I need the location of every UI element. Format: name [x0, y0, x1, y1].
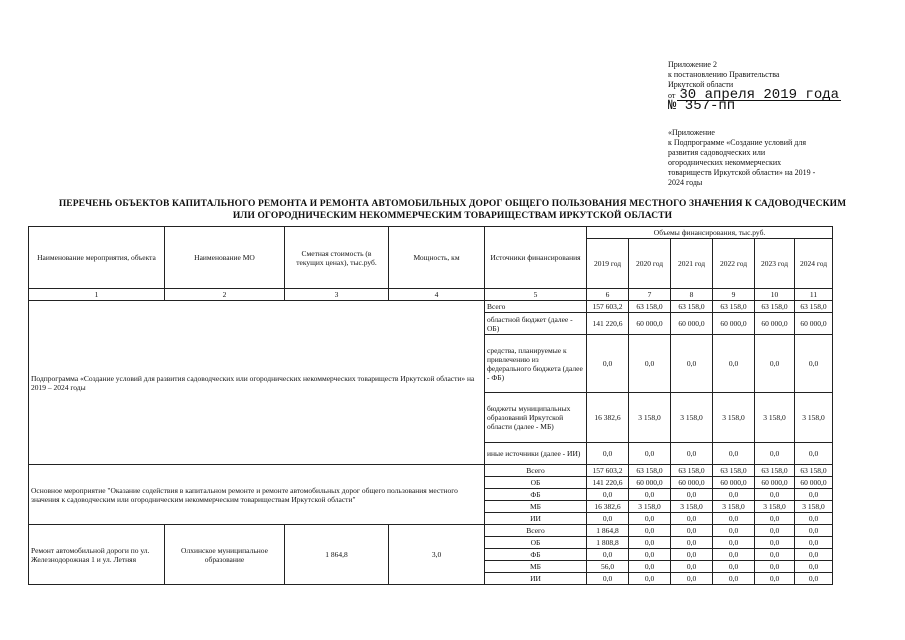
title-line-1: ПЕРЕЧЕНЬ ОБЪЕКТОВ КАПИТАЛЬНОГО РЕМОНТА И РЕМОНТА АВТОМОБИЛЬНЫХ ДОРОГ ОБЩЕГО ПОЛЬЗОВАНИЯ МЕСТНОГО ЗНАЧЕНИЯ К САДОВОДЧЕСКИМ	[58, 199, 847, 209]
header-source: Источники финансирования	[485, 227, 587, 289]
value-cell: 0,0	[795, 573, 833, 585]
value-cell: 1 808,8	[587, 537, 629, 549]
financing-table	[28, 226, 833, 585]
value-cell: 0,0	[629, 525, 671, 537]
source-cell: МБ	[485, 501, 587, 513]
header-mo: Наименование МО	[165, 227, 285, 289]
value-cell: 0,0	[713, 335, 755, 393]
column-number: 3	[285, 289, 389, 301]
source-cell: МБ	[485, 561, 587, 573]
value-cell: 60 000,0	[755, 313, 795, 335]
value-cell: 60 000,0	[629, 313, 671, 335]
source-cell: ОБ	[485, 477, 587, 489]
subprogram-name: Подпрограмма «Создание условий для развития садоводческих или огороднических некоммерческих товариществ Иркутской области» на 2019 – 2024 годы	[29, 301, 485, 465]
header-number: № 357-пп	[668, 98, 736, 114]
value-cell: 3 158,0	[795, 393, 833, 443]
column-number: 10	[755, 289, 795, 301]
value-cell: 0,0	[755, 489, 795, 501]
value-cell: 0,0	[755, 443, 795, 465]
value-cell: 0,0	[587, 489, 629, 501]
value-cell: 16 382,6	[587, 393, 629, 443]
object-mo: Олхинское муниципальное образование	[165, 525, 285, 585]
column-number: 9	[713, 289, 755, 301]
value-cell: 0,0	[755, 513, 795, 525]
value-cell: 0,0	[671, 513, 713, 525]
value-cell: 0,0	[713, 489, 755, 501]
header-year: 2024 год	[795, 239, 833, 289]
value-cell: 0,0	[713, 561, 755, 573]
value-cell: 0,0	[755, 525, 795, 537]
value-cell: 3 158,0	[629, 501, 671, 513]
value-cell: 60 000,0	[629, 477, 671, 489]
value-cell: 0,0	[795, 537, 833, 549]
value-cell: 3 158,0	[795, 501, 833, 513]
sub-header-line-2: к Подпрограмме «Создание условий для	[668, 138, 807, 147]
sub-header-line-5: товариществ Иркутской области» на 2019 -	[668, 168, 816, 177]
source-cell: ИИ	[485, 513, 587, 525]
column-number: 7	[629, 289, 671, 301]
main-event-name: Основное мероприятие "Оказание содействия в капитальном ремонте и ремонте автомобильных дорог общего пользования местного значения к садоводческим или огородническим некоммерческим товариществам Иркутской области"	[29, 465, 485, 525]
appendix-sub-header	[668, 128, 868, 188]
value-cell: 0,0	[629, 335, 671, 393]
value-cell: 141 220,6	[587, 477, 629, 489]
value-cell: 63 158,0	[629, 465, 671, 477]
header-date: 30 апреля 2019 года	[679, 87, 840, 103]
header-line-3: Иркутской области	[668, 80, 734, 89]
value-cell: 3 158,0	[713, 501, 755, 513]
sub-header-line-3: развития садоводческих или	[668, 148, 766, 157]
value-cell: 3 158,0	[713, 393, 755, 443]
header-year: 2023 год	[755, 239, 795, 289]
value-cell: 0,0	[713, 525, 755, 537]
source-cell: Всего	[485, 465, 587, 477]
value-cell: 60 000,0	[671, 477, 713, 489]
source-cell: бюджеты муниципальных образований Иркутской области (далее - МБ)	[485, 393, 587, 443]
value-cell: 0,0	[713, 573, 755, 585]
value-cell: 0,0	[671, 549, 713, 561]
header-volumes: Объемы финансирования, тыс.руб.	[587, 227, 833, 239]
value-cell: 63 158,0	[629, 301, 671, 313]
title-line-2: ИЛИ ОГОРОДНИЧЕСКИМ НЕКОММЕРЧЕСКИМ ТОВАРИЩЕСТВАМ ИРКУТСКОЙ ОБЛАСТИ	[232, 211, 673, 221]
header-power: Мощность, км	[389, 227, 485, 289]
source-cell: областной бюджет (далее - ОБ)	[485, 313, 587, 335]
value-cell: 0,0	[587, 573, 629, 585]
value-cell: 0,0	[671, 335, 713, 393]
value-cell: 0,0	[671, 537, 713, 549]
value-cell: 0,0	[795, 513, 833, 525]
value-cell: 141 220,6	[587, 313, 629, 335]
source-cell: ФБ	[485, 549, 587, 561]
value-cell: 63 158,0	[755, 301, 795, 313]
value-cell: 0,0	[587, 443, 629, 465]
column-number: 6	[587, 289, 629, 301]
value-cell: 0,0	[795, 525, 833, 537]
object-power: 3,0	[389, 525, 485, 585]
source-cell: средства, планируемые к привлечению из федерального бюджета (далее - ФБ)	[485, 335, 587, 393]
sub-header-line-4: огороднических некоммерческих	[668, 158, 782, 167]
header-year: 2019 год	[587, 239, 629, 289]
value-cell: 0,0	[755, 573, 795, 585]
header-year: 2022 год	[713, 239, 755, 289]
source-cell: ОБ	[485, 537, 587, 549]
value-cell: 63 158,0	[713, 465, 755, 477]
source-cell: ИИ	[485, 573, 587, 585]
value-cell: 157 603,2	[587, 301, 629, 313]
header-year: 2021 год	[671, 239, 713, 289]
value-cell: 63 158,0	[713, 301, 755, 313]
header-name: Наименование мероприятия, объекта	[29, 227, 165, 289]
value-cell: 60 000,0	[713, 477, 755, 489]
value-cell: 1 864,8	[587, 525, 629, 537]
value-cell: 0,0	[713, 513, 755, 525]
value-cell: 3 158,0	[629, 393, 671, 443]
column-number: 5	[485, 289, 587, 301]
value-cell: 0,0	[587, 335, 629, 393]
value-cell: 0,0	[629, 489, 671, 501]
value-cell: 0,0	[671, 443, 713, 465]
value-cell: 0,0	[755, 335, 795, 393]
table-row	[29, 465, 833, 477]
column-number: 2	[165, 289, 285, 301]
column-number: 4	[389, 289, 485, 301]
header-line-1: Приложение 2	[668, 60, 717, 69]
value-cell: 63 158,0	[795, 465, 833, 477]
document-header	[668, 60, 868, 114]
value-cell: 60 000,0	[795, 313, 833, 335]
value-cell: 0,0	[713, 549, 755, 561]
value-cell: 0,0	[755, 537, 795, 549]
header-line-2: к постановлению Правительства	[668, 70, 780, 79]
value-cell: 16 382,6	[587, 501, 629, 513]
sub-header-line-6: 2024 годы	[668, 178, 703, 187]
source-cell: Всего	[485, 301, 587, 313]
value-cell: 0,0	[795, 443, 833, 465]
table-row	[29, 525, 833, 537]
source-cell: иные источники (далее - ИИ)	[485, 443, 587, 465]
column-number: 1	[29, 289, 165, 301]
value-cell: 0,0	[671, 525, 713, 537]
value-cell: 0,0	[713, 443, 755, 465]
value-cell: 0,0	[587, 549, 629, 561]
value-cell: 0,0	[755, 549, 795, 561]
value-cell: 0,0	[671, 561, 713, 573]
source-cell: ФБ	[485, 489, 587, 501]
value-cell: 63 158,0	[795, 301, 833, 313]
value-cell: 0,0	[755, 561, 795, 573]
column-number: 11	[795, 289, 833, 301]
object-cost: 1 864,8	[285, 525, 389, 585]
column-number: 8	[671, 289, 713, 301]
value-cell: 60 000,0	[755, 477, 795, 489]
value-cell: 0,0	[671, 573, 713, 585]
source-cell: Всего	[485, 525, 587, 537]
value-cell: 0,0	[629, 573, 671, 585]
value-cell: 0,0	[795, 335, 833, 393]
value-cell: 0,0	[795, 561, 833, 573]
value-cell: 3 158,0	[671, 501, 713, 513]
value-cell: 0,0	[587, 513, 629, 525]
value-cell: 0,0	[713, 537, 755, 549]
value-cell: 3 158,0	[755, 501, 795, 513]
value-cell: 63 158,0	[755, 465, 795, 477]
value-cell: 3 158,0	[755, 393, 795, 443]
value-cell: 0,0	[629, 561, 671, 573]
value-cell: 0,0	[795, 489, 833, 501]
value-cell: 0,0	[795, 549, 833, 561]
value-cell: 0,0	[671, 489, 713, 501]
value-cell: 60 000,0	[671, 313, 713, 335]
value-cell: 56,0	[587, 561, 629, 573]
value-cell: 157 603,2	[587, 465, 629, 477]
value-cell: 60 000,0	[795, 477, 833, 489]
document-title	[40, 198, 865, 222]
header-from-prefix: от	[668, 91, 676, 100]
value-cell: 0,0	[629, 549, 671, 561]
table-row	[29, 301, 833, 313]
header-year: 2020 год	[629, 239, 671, 289]
value-cell: 3 158,0	[671, 393, 713, 443]
value-cell: 0,0	[629, 443, 671, 465]
value-cell: 0,0	[629, 537, 671, 549]
header-cost: Сметная стоимость (в текущих ценах), тыс.руб.	[285, 227, 389, 289]
value-cell: 60 000,0	[713, 313, 755, 335]
value-cell: 0,0	[629, 513, 671, 525]
value-cell: 63 158,0	[671, 301, 713, 313]
sub-header-line-1: «Приложение	[668, 128, 715, 137]
value-cell: 63 158,0	[671, 465, 713, 477]
object-name: Ремонт автомобильной дороги по ул. Железнодорожная 1 и ул. Летняя	[29, 525, 165, 585]
